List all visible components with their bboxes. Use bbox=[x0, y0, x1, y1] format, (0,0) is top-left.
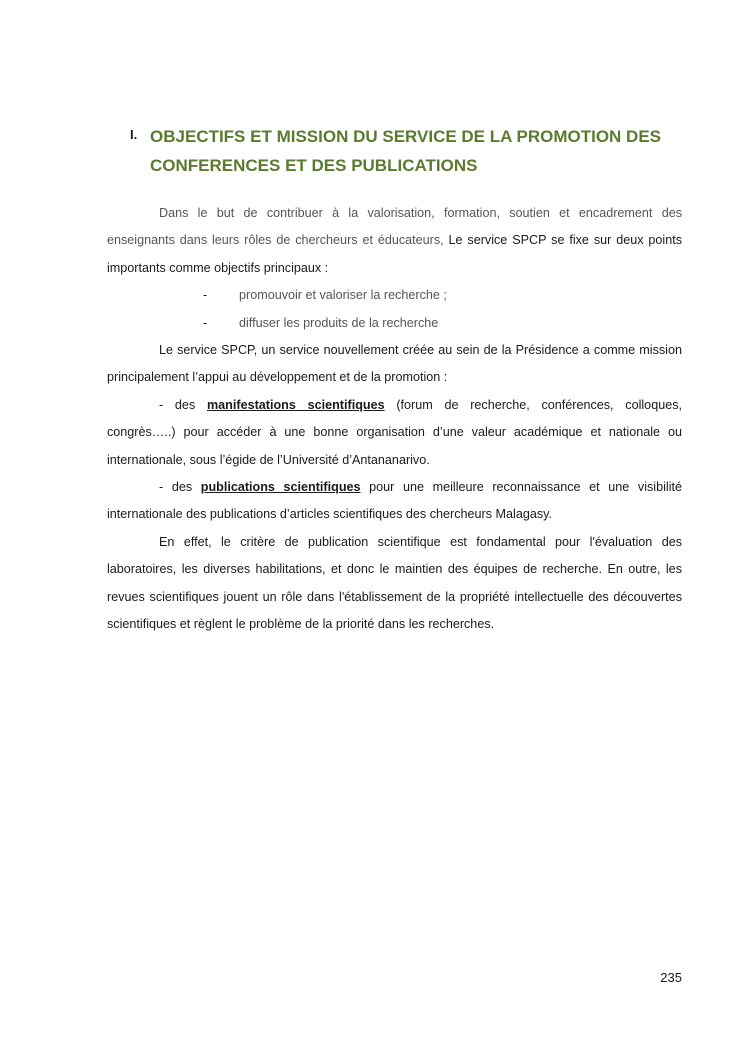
section-title-line-1: OBJECTIFS ET MISSION DU SERVICE DE LA PROMOTION DES bbox=[150, 127, 662, 146]
intro-text-dark: Le service SPCP se fixe sur deux points importants comme objectifs principaux : bbox=[107, 233, 682, 275]
conclusion-paragraph: En effet, le critère de publication scientifique est fondamental pour l'évaluation des laboratoires, les diverses habilitations, et donc le maintien des équipes de recherche. En outre, les revues scientifiques jouent un rôle dans l'établissement de la propriété intellectuelle des découvertes scientifiques et règlent le problème de la priorité dans les recherches. bbox=[107, 534, 682, 632]
manifestations-prefix: - des bbox=[159, 397, 207, 412]
intro-text-light: Dans le but de contribuer à la valorisation, formation, soutien et encadrement des enseignants dans leurs rôles de chercheurs et éducateurs, bbox=[107, 206, 682, 248]
section-heading bbox=[130, 122, 690, 180]
publications-term: publications scientifiques bbox=[200, 480, 361, 495]
mission-paragraph: Le service SPCP, un service nouvellement créée au sein de la Présidence a comme mission principalement l’appui au développement et de la promotion : bbox=[107, 343, 682, 385]
bullet-dash: - bbox=[203, 315, 208, 330]
objective-bullet-2 bbox=[107, 310, 682, 337]
objective-bullet-1 bbox=[107, 282, 682, 309]
section-title bbox=[150, 122, 690, 180]
bullet-text: promouvoir et valoriser la recherche ; bbox=[239, 288, 447, 303]
publications-paragraph bbox=[107, 474, 682, 529]
bullet-dash: - bbox=[203, 288, 208, 303]
intro-paragraph bbox=[107, 200, 682, 282]
publications-rest: pour une meilleure reconnaissance et une visibilité internationale des publications d’articles scientifiques des chercheurs Malagasy. bbox=[107, 480, 683, 522]
section-number: I. bbox=[130, 127, 138, 142]
section-body bbox=[107, 200, 682, 639]
bullet-text: diffuser les produits de la recherche bbox=[239, 315, 439, 330]
page-number: 235 bbox=[660, 970, 682, 985]
manifestations-rest: (forum de recherche, conférences, colloques, congrès…..) pour accéder à une bonne organisation d’une valeur académique et nationale ou internationale, sous l’égide de l’Université d’Antananarivo. bbox=[107, 397, 682, 467]
manifestations-paragraph bbox=[107, 392, 682, 474]
manifestations-term: manifestations scientifiques bbox=[206, 397, 385, 412]
publications-prefix: - des bbox=[159, 480, 201, 495]
section-title-line-2: CONFERENCES ET DES PUBLICATIONS bbox=[150, 156, 478, 175]
